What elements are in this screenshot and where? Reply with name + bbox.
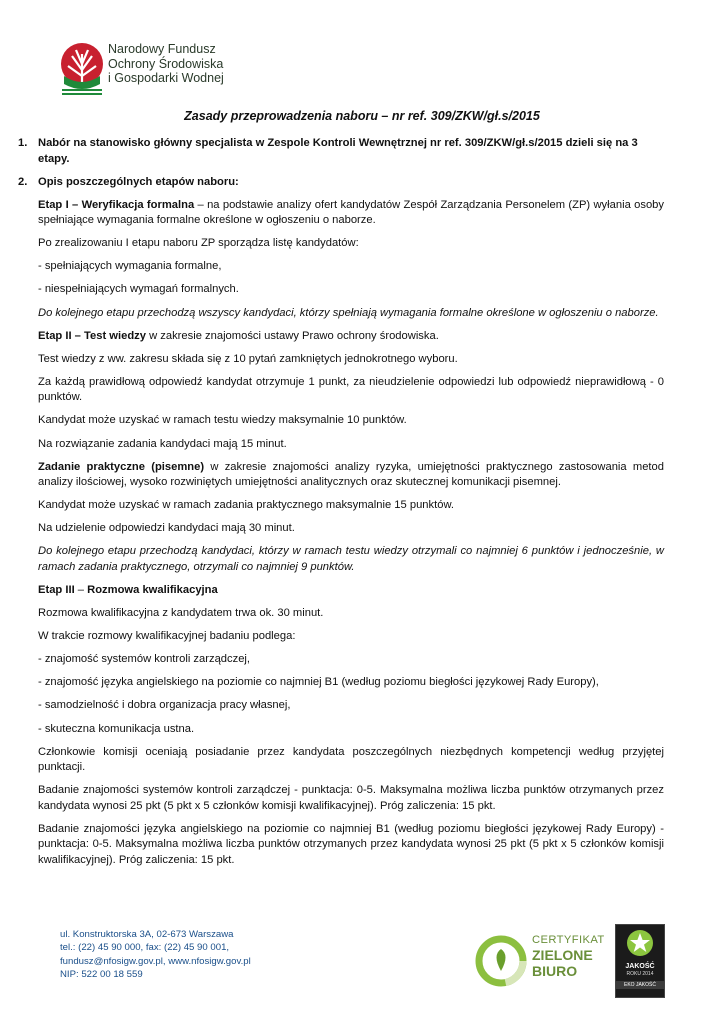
badge-line-1: JAKOŚĆ [625, 963, 655, 970]
numbered-item-1 [18, 136, 664, 167]
list-item: - znajomość języka angielskiego na poziomie co najmniej B1 (według poziomu biegłości językowej Rady Europy), [38, 676, 599, 689]
document-title: Zasady przeprowadzenia naboru – nr ref. 309/ZKW/gł.s/2015 [184, 109, 540, 123]
footer-line: ul. Konstruktorska 3A, 02-673 Warszawa [60, 929, 234, 940]
footer-address [60, 928, 251, 981]
document-body [18, 136, 664, 876]
nfosigw-logo [58, 40, 238, 100]
logo-line-1: Narodowy Fundusz [108, 42, 216, 56]
stage1-paragraph [38, 198, 664, 229]
stage1-list-intro: Po zrealizowaniu I etapu naboru ZP sporządza listę kandydatów: [38, 237, 359, 250]
stage2-p4: Na rozwiązanie zadania kandydaci mają 15 minut. [38, 437, 287, 450]
stage3-heading-dash: – [74, 584, 88, 596]
list-item: - niespełniających wymagań formalnych. [38, 283, 239, 296]
list-item: - znajomość systemów kontroli zarządczej, [38, 653, 251, 666]
footer-line: tel.: (22) 45 90 000, fax: (22) 45 90 001, [60, 942, 230, 954]
task-paragraph [38, 460, 664, 491]
logo-line-3: i Gospodarki Wodnej [108, 71, 224, 85]
stage2-p2: Za każdą prawidłową odpowiedź kandydat otrzymuje 1 punkt, za nieudzielenie odpowiedzi lub odpowiedź nieprawidłową - 0 punktów. [38, 375, 664, 404]
certificate-line-1: CERTYFIKAT [532, 934, 605, 946]
stage3-heading [38, 583, 664, 599]
list-item: - samodzielność i dobra organizacja pracy własnej, [38, 699, 291, 712]
stage2-p6: Na udzielenie odpowiedzi kandydaci mają 30 minut. [38, 522, 295, 535]
item-number: 1. [18, 137, 28, 149]
list-item: - spełniających wymagania formalne, [38, 260, 222, 273]
stage3-p2: W trakcie rozmowy kwalifikacyjnej badaniu podlega: [38, 630, 296, 643]
task-heading: Zadanie praktyczne (pisemne) [38, 460, 205, 473]
item-number: 2. [18, 175, 28, 188]
badge-line-3: EKO JAKOŚĆ [616, 981, 664, 989]
tree-emblem-icon [58, 40, 106, 100]
quality-award-badge [615, 924, 665, 998]
stage3-heading-c: Rozmowa kwalifikacyjna [87, 584, 218, 596]
item-text: Nabór na stanowisko główny specjalista w Zespole Kontroli Wewnętrznej nr ref. 309/ZKW/gł.s/2015 dzieli się na 3 etapy. [38, 137, 638, 165]
stage2-p1: Test wiedzy z ww. zakresu składa się z 10 pytań zamkniętych jednokrotnego wyboru. [38, 352, 458, 365]
stage2-p3: Kandydat może uzyskać w ramach testu wiedzy maksymalnie 10 punktów. [38, 414, 407, 427]
footer-email-link[interactable]: fundusz@nfosigw.gov.pl, www.nfosigw.gov.pl [60, 955, 251, 967]
certificate-line-2: ZIELONE [532, 947, 593, 963]
stage1-heading: Etap I – Weryfikacja formalna [38, 198, 195, 211]
list-item: - skuteczna komunikacja ustna. [38, 722, 195, 735]
stage2-p5: Kandydat może uzyskać w ramach zadania praktycznego maksymalnie 15 punktów. [38, 499, 455, 512]
task-text: w zakresie znajomości analizy ryzyka, umiejętności praktycznego zastosowania metod analizy ilościowej, wysoko rozwiniętych umiejętności analitycznych oraz skutecznej komunikacji pisemnej. [38, 460, 664, 489]
leaf-ring-icon [474, 933, 528, 989]
badge-line-2: ROKU 2014 [626, 971, 654, 977]
stage3-p5: Badanie znajomości języka angielskiego na poziomie co najmniej B1 (według poziomu biegłości językowej Rady Europy) - punktacja: 0-5. Maksymalna możliwa liczba punktów otrzymanych przez kandydata wynosi 25 pkt (5 pkt x 5 członków komisji kwalifikacyjnej). Próg zaliczenia: 15 pkt. [38, 822, 664, 866]
stage3-p3: Członkowie komisji oceniają posiadanie przez kandydata poszczególnych niezbędnych kompetencji według przyjętej punktacji. [38, 745, 664, 774]
certificate-line-3: BIURO [532, 963, 578, 979]
stage3-p1: Rozmowa kwalifikacyjna z kandydatem trwa ok. 30 minut. [38, 607, 324, 620]
stage2-paragraph [38, 329, 664, 345]
award-star-icon [626, 929, 654, 957]
stage1-text: – na podstawie analizy ofert kandydatów Zespół Zarządzania Personelem (ZP) wyłania osoby spełniające wymagania formalne określone w ogłoszeniu o naborze. [38, 198, 664, 227]
stage2-heading: Etap II – Test wiedzy [38, 329, 146, 342]
stage1-note: Do kolejnego etapu przechodzą wszyscy kandydaci, którzy spełniają wymagania formalne określone w ogłoszeniu o naborze. [38, 306, 659, 319]
stage3-p4: Badanie znajomości systemów kontroli zarządczej - punktacja: 0-5. Maksymalna możliwa liczba punktów otrzymanych przez kandydata wynosi 25 pkt (5 pkt x 5 członków komisji kwalifikacyjnej). Próg zaliczenia: 15 pkt. [38, 784, 664, 812]
stage2-text: w zakresie znajomości ustawy Prawo ochrony środowiska. [145, 329, 439, 342]
footer-line: NIP: 522 00 18 559 [60, 968, 143, 980]
stage3-heading-a: Etap III [38, 584, 75, 596]
stage2-note: Do kolejnego etapu przechodzą kandydaci, którzy w ramach testu wiedzy otrzymali co najmniej 6 punktów i jednocześnie, w ramach zadania praktycznego, otrzymali co najmniej 9 punktów. [38, 545, 664, 573]
item-text: Opis poszczególnych etapów naboru: [38, 175, 239, 188]
logo-line-2: Ochrony Środowiska [108, 56, 224, 71]
numbered-item-2 [18, 175, 664, 191]
